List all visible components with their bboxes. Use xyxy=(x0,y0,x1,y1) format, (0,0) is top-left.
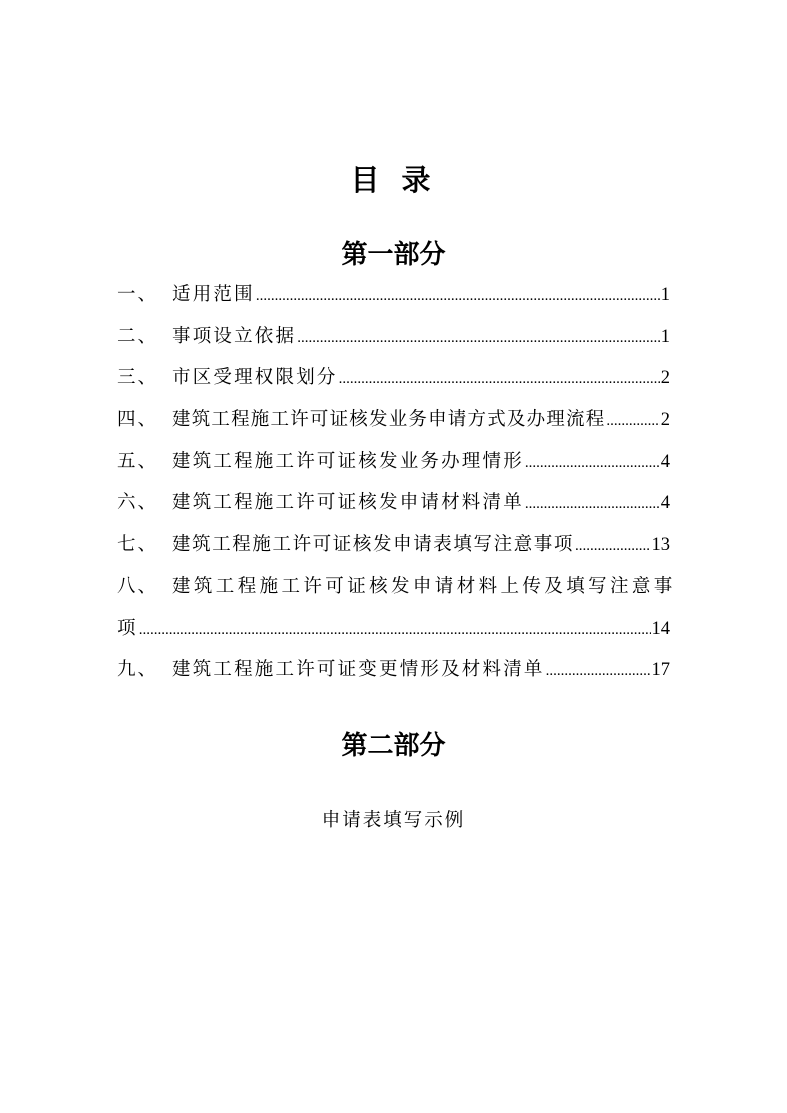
toc-entry-title: 事项设立依据 xyxy=(172,325,297,347)
part1-heading: 第一部分 xyxy=(341,240,446,270)
toc-entry-number: 四、 xyxy=(117,409,159,431)
toc-entry-line xyxy=(117,566,676,608)
toc-entry-5[interactable] xyxy=(117,441,670,483)
toc-entry-title: 建筑工程施工许可证核发申请材料清单 xyxy=(172,492,524,514)
toc-entry-page: 1 xyxy=(660,285,670,305)
toc-entry-6[interactable] xyxy=(117,482,670,524)
table-of-contents xyxy=(117,274,676,691)
toc-entry-8[interactable] xyxy=(117,566,676,649)
toc-dot-leader xyxy=(606,401,659,443)
toc-entry-page: 4 xyxy=(660,451,670,472)
toc-entry-title: 适用范围 xyxy=(172,284,255,305)
toc-entry-number: 五、 xyxy=(117,450,159,472)
toc-entry-number: 六、 xyxy=(117,492,159,514)
toc-entry-2[interactable] xyxy=(117,316,670,358)
toc-entry-page: 13 xyxy=(651,535,670,556)
toc-dot-leader xyxy=(256,276,660,318)
toc-entry-title: 建筑工程施工许可证核发业务申请方式及办理流程 xyxy=(172,409,606,431)
page-title: 目 录 xyxy=(350,163,437,197)
toc-entry-title: 建筑工程施工许可证变更情形及材料清单 xyxy=(172,659,545,681)
toc-entry-number: 九、 xyxy=(117,659,159,681)
part2-heading: 第二部分 xyxy=(341,731,446,761)
toc-dot-leader xyxy=(525,484,660,526)
toc-entry-page: 2 xyxy=(660,410,670,431)
toc-dot-leader xyxy=(525,443,660,485)
toc-entry-number: 一、 xyxy=(117,284,159,305)
toc-entry-page: 14 xyxy=(651,618,670,639)
toc-entry-title-continued: 项 xyxy=(117,617,138,639)
toc-dot-leader xyxy=(297,318,660,360)
toc-entry-title: 建筑工程施工许可证核发申请材料上传及填写注意事 xyxy=(172,575,676,597)
toc-entry-number: 三、 xyxy=(117,367,159,389)
toc-entry-title: 建筑工程施工许可证核发申请表填写注意事项 xyxy=(172,534,575,556)
toc-entry-7[interactable] xyxy=(117,524,670,566)
toc-entry-4[interactable] xyxy=(117,399,670,441)
part2-item[interactable]: 申请表填写示例 xyxy=(321,810,466,831)
toc-entry-3[interactable] xyxy=(117,357,670,399)
toc-entry-number: 二、 xyxy=(117,325,159,347)
toc-entry-page: 2 xyxy=(660,368,670,389)
toc-entry-page: 1 xyxy=(660,326,670,347)
toc-entry-title: 市区受理权限划分 xyxy=(172,367,338,389)
toc-entry-number: 八、 xyxy=(117,575,159,597)
toc-entry-number: 七、 xyxy=(117,534,159,556)
toc-dot-leader xyxy=(339,359,660,401)
toc-entry-title: 建筑工程施工许可证核发业务办理情形 xyxy=(172,450,524,472)
toc-entry-1[interactable] xyxy=(117,274,670,316)
toc-entry-page: 17 xyxy=(651,660,670,681)
toc-dot-leader xyxy=(139,610,651,652)
toc-entry-page: 4 xyxy=(660,493,670,514)
toc-dot-leader xyxy=(546,651,651,693)
toc-dot-leader xyxy=(575,526,650,568)
toc-entry-9[interactable] xyxy=(117,649,670,691)
toc-entry-line xyxy=(117,608,670,650)
